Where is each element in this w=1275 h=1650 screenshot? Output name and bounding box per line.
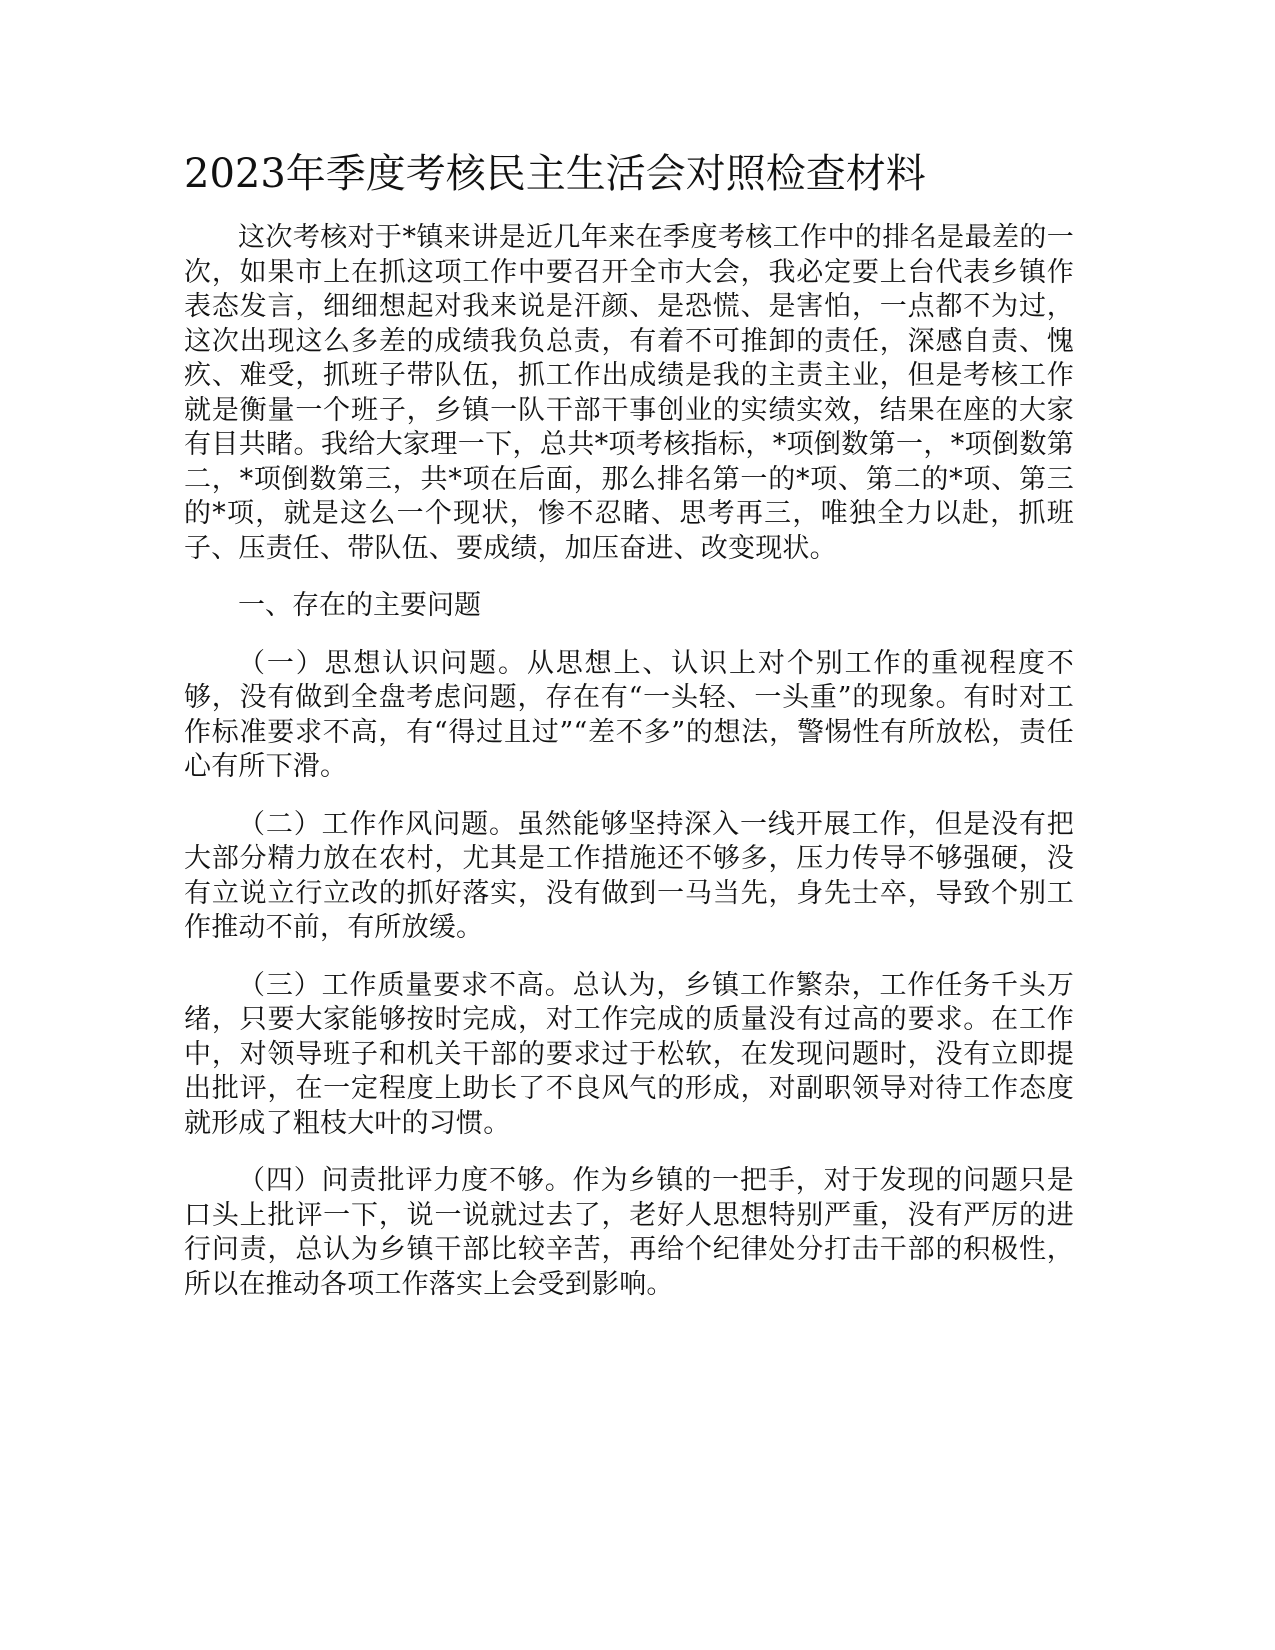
- problem-item-1: （一）思想认识问题。从思想上、认识上对个别工作的重视程度不够，没有做到全盘考虑问题，存在有“一头轻、一头重”的现象。有时对工作标准要求不高，有“得过且过”“差不多”的想法，警惕性有所放松，责任心有所下滑。: [184, 647, 1074, 782]
- problem-item-2: （二）工作作风问题。虽然能够坚持深入一线开展工作，但是没有把大部分精力放在农村，尤其是工作措施还不够多，压力传导不够强硬，没有立说立行立改的抓好落实，没有做到一马当先，身先士卒，导致个别工作推动不前，有所放缓。: [184, 808, 1074, 943]
- problem-item-3: （三）工作质量要求不高。总认为，乡镇工作繁杂，工作任务千头万绪，只要大家能够按时完成，对工作完成的质量没有过高的要求。在工作中，对领导班子和机关干部的要求过于松软，在发现问题时，没有立即提出批评，在一定程度上助长了不良风气的形成，对副职领导对待工作态度就形成了粗枝大叶的习惯。: [184, 969, 1074, 1139]
- document-title: 2023年季度考核民主生活会对照检查材料: [184, 151, 926, 197]
- section-heading: 一、存在的主要问题: [238, 590, 481, 621]
- document-page: [184, 145, 1074, 1325]
- intro-paragraph: 这次考核对于*镇来讲是近几年来在季度考核工作中的排名是最差的一次，如果市上在抓这项工作中要召开全市大会，我必定要上台代表乡镇作表态发言，细细想起对我来说是汗颜、是恐慌、是害怕，一点都不为过，这次出现这么多差的成绩我负总责，有着不可推卸的责任，深感自责、愧疚、难受，抓班子带队伍，抓工作出成绩是我的主责主业，但是考核工作就是衡量一个班子，乡镇一队干部干事创业的实绩实效，结果在座的大家有目共睹。我给大家理一下，总共*项考核指标，*项倒数第一，*项倒数第二，*项倒数第三，共*项在后面，那么排名第一的*项、第二的*项、第三的*项，就是这么一个现状，惨不忍睹、思考再三，唯独全力以赴，抓班子、压责任、带队伍、要成绩，加压奋进、改变现状。: [184, 222, 1074, 564]
- problem-item-4: （四）问责批评力度不够。作为乡镇的一把手，对于发现的问题只是口头上批评一下，说一说就过去了，老好人思想特别严重，没有严厉的进行问责，总认为乡镇干部比较辛苦，再给个纪律处分打击干部的积极性，所以在推动各项工作落实上会受到影响。: [184, 1165, 1074, 1300]
